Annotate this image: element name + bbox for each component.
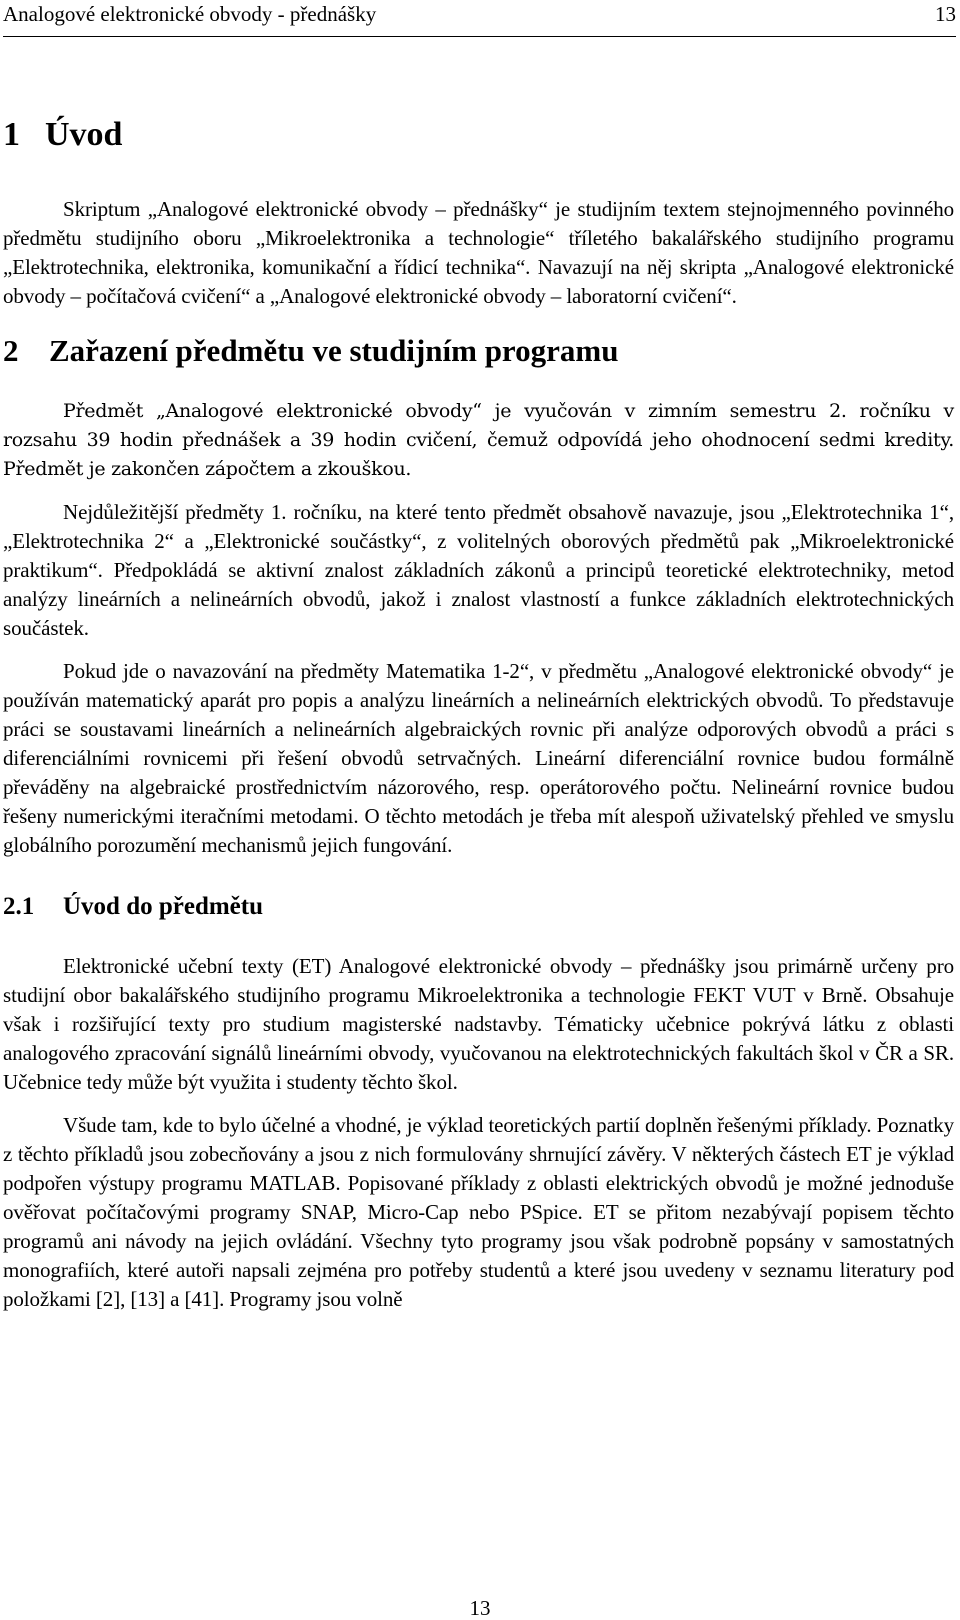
chapter-1-title: Úvod [45, 116, 123, 153]
footer-page-number: 13 [469, 1596, 491, 1620]
chapter-1-heading [3, 115, 954, 195]
section-2-1-heading [3, 892, 954, 922]
header-title: Analogové elektronické obvody - přednášky [3, 2, 377, 26]
chapter-1-paragraph: Skriptum „Analogové elektronické obvody – přednášky“ je studijním textem stejnojmenného povinného předmětu studijního oboru „Mikroelektronika a technologie“ tříletého bakalářského studijního programu „Elektrotechnika, elektronika, komunikační a řídicí technika“. Navazují na něj skripta „Analogové elektronické obvody – počítačová cvičení“ a „Analogové elektronické obvody – laboratorní cvičení“. [3, 197, 954, 308]
chapter-1-number: 1 [3, 116, 20, 153]
section-2-1-paragraph-1: Elektronické učební texty (ET) Analogové elektronické obvody – přednášky jsou primárně určeny pro studijní obor bakalářského studijního programu Mikroelektronika a technologie FEKT VUT v Brně. Obsahuje však i rozšiřující texty pro studium magisterské nadstavby. Tématicky učebnice pokrývá látku z oblasti analogového zpracování signálů lineárními obvody, vyučovanou na elektrotechnických fakultách škol v ČR a SR. Učebnice tedy může být využita i studenty těchto škol. [3, 954, 954, 1094]
section-2-1-paragraph-2: Všude tam, kde to bylo účelné a vhodné, je výklad teoretických partií doplněn řešenými příklady. Poznatky z těchto příkladů jsou zobecňovány a jsou z nich formulovány shrnující závěry. V některých částech ET je výklad podpořen výstupy programu MATLAB. Popisované příklady z oblasti elektrických obvodů je možné jednoduše ověřovat počítačovými programy SNAP, Micro-Cap nebo PSpice. ET se přitom nezabývají popisem těchto programů ani návody na jejich ovládání. Všechny tyto programy jsou však podrobně popsány v samostatných monografiích, které autoři napsali zejména pro potřeby studentů a které jsou uvedeny v seznamu literatury pod položkami [2], [13] a [41]. Programy jsou volně [3, 1113, 954, 1311]
section-2-1-title: Úvod do předmětu [63, 893, 264, 920]
section-2-1-number: 2.1 [3, 893, 35, 920]
chapter-2-number: 2 [3, 333, 19, 368]
chapter-2-paragraph-2: Nejdůležitější předměty 1. ročníku, na které tento předmět obsahově navazuje, jsou „Elektrotechnika 1“, „Elektrotechnika 2“ a „Elektronické součástky“, z volitelných oborových předmětů pak „Mikroelektronické praktikum“. Předpokládá se aktivní znalost základních zákonů a principů teoretické elektrotechniky, metod analýzy lineárních a nelineárních obvodů, jakož i znalost vlastností a funkce základních elektrotechnických součástek. [3, 500, 954, 640]
chapter-2-paragraph-3: Pokud jde o navazování na předměty Matematika 1-2“, v předmětu „Analogové elektronické obvody“ je používán matematický aparát pro popis a analýzu lineárních a nelineárních elektrických obvodů. To představuje práci se soustavami lineárních a nelineárních algebraických rovnic při analýze odporových obvodů a práci s diferenciálními rovnicemi při řešení obvodů setrvačných. Lineární diferenciální rovnice budou formálně převáděny na algebraické prostřednictvím názorového, resp. operátorového počtu. Nelineární rovnice budou řešeny numerickými iteračními metodami. O těchto metodách je třeba mít alespoň uživatelský přehled ve smyslu globálního porozumění mechanismů jejich fungování. [3, 659, 954, 857]
running-header [3, 0, 956, 37]
chapter-2-paragraph-1: Předmět „Analogové elektronické obvody“ je vyučován v zimním semestru 2. ročníku v rozsahu 39 hodin přednášek a 39 hodin cvičení, čemuž odpovídá jeho ohodnocení sedmi kredity. Předmět je zakončen zápočtem a zkouškou. [3, 400, 954, 480]
chapter-2-heading [3, 333, 954, 369]
chapter-2-title: Zařazení předmětu ve studijním programu [49, 333, 619, 368]
page-content [3, 115, 954, 1314]
header-page-number: 13 [935, 2, 956, 26]
